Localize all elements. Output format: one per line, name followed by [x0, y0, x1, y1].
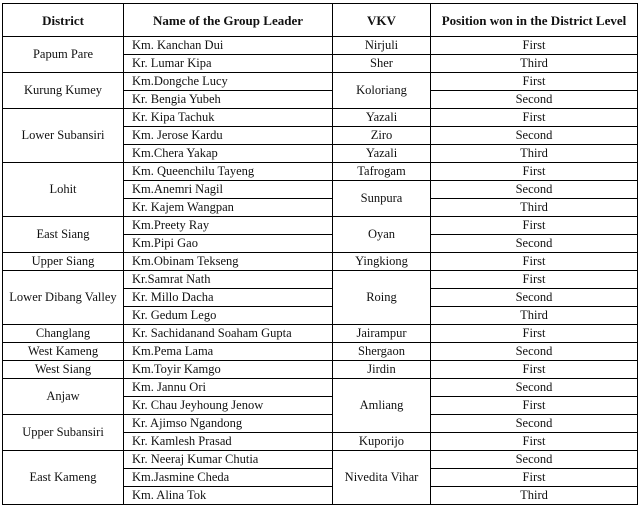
- position-cell: First: [431, 217, 638, 235]
- position-cell: Second: [431, 289, 638, 307]
- table-row: [3, 451, 638, 469]
- position-cell: First: [431, 397, 638, 415]
- table-row: [3, 109, 638, 127]
- group-leader-cell: Km.Anemri Nagil: [124, 181, 333, 199]
- group-leader-cell: Km.Dongche Lucy: [124, 73, 333, 91]
- vkv-cell: Yingkiong: [333, 253, 431, 271]
- vkv-cell: Nivedita Vihar: [333, 451, 431, 505]
- group-leader-cell: Km. Jannu Ori: [124, 379, 333, 397]
- table-row: [3, 379, 638, 397]
- district-cell: East Siang: [3, 217, 124, 253]
- vkv-cell: Shergaon: [333, 343, 431, 361]
- group-leader-cell: Km. Queenchilu Tayeng: [124, 163, 333, 181]
- group-leader-cell: Km.Jasmine Cheda: [124, 469, 333, 487]
- group-leader-cell: Km.Toyir Kamgo: [124, 361, 333, 379]
- position-cell: First: [431, 469, 638, 487]
- district-cell: Lower Dibang Valley: [3, 271, 124, 325]
- position-cell: Second: [431, 235, 638, 253]
- position-cell: First: [431, 271, 638, 289]
- vkv-cell: Ziro: [333, 127, 431, 145]
- district-cell: Upper Siang: [3, 253, 124, 271]
- vkv-cell: Tafrogam: [333, 163, 431, 181]
- district-cell: West Kameng: [3, 343, 124, 361]
- position-cell: Second: [431, 91, 638, 109]
- table-row: [3, 73, 638, 91]
- vkv-cell: Koloriang: [333, 73, 431, 109]
- group-leader-cell: Kr. Chau Jeyhoung Jenow: [124, 397, 333, 415]
- vkv-cell: Roing: [333, 271, 431, 325]
- header-district: District: [3, 4, 124, 37]
- table-row: [3, 37, 638, 55]
- vkv-cell: Jirdin: [333, 361, 431, 379]
- table-row: [3, 217, 638, 235]
- table-body: [3, 37, 638, 505]
- position-cell: First: [431, 325, 638, 343]
- header-vkv: VKV: [333, 4, 431, 37]
- position-cell: Third: [431, 145, 638, 163]
- position-cell: First: [431, 253, 638, 271]
- vkv-cell: Nirjuli: [333, 37, 431, 55]
- results-table: [2, 3, 638, 505]
- group-leader-cell: Km.Pema Lama: [124, 343, 333, 361]
- group-leader-cell: Kr. Ajimso Ngandong: [124, 415, 333, 433]
- position-cell: First: [431, 163, 638, 181]
- district-cell: Anjaw: [3, 379, 124, 415]
- district-cell: Lohit: [3, 163, 124, 217]
- district-cell: Lower Subansiri: [3, 109, 124, 163]
- group-leader-cell: Kr. Bengia Yubeh: [124, 91, 333, 109]
- vkv-cell: Amliang: [333, 379, 431, 433]
- position-cell: First: [431, 37, 638, 55]
- district-cell: West Siang: [3, 361, 124, 379]
- position-cell: Third: [431, 199, 638, 217]
- vkv-cell: Yazali: [333, 109, 431, 127]
- position-cell: First: [431, 433, 638, 451]
- header-position: Position won in the District Level: [431, 4, 638, 37]
- group-leader-cell: Km.Obinam Tekseng: [124, 253, 333, 271]
- position-cell: Second: [431, 127, 638, 145]
- position-cell: First: [431, 109, 638, 127]
- position-cell: Second: [431, 379, 638, 397]
- vkv-cell: Jairampur: [333, 325, 431, 343]
- group-leader-cell: Kr. Lumar Kipa: [124, 55, 333, 73]
- group-leader-cell: Kr. Gedum Lego: [124, 307, 333, 325]
- header-group-leader: Name of the Group Leader: [124, 4, 333, 37]
- vkv-cell: Oyan: [333, 217, 431, 253]
- position-cell: Second: [431, 181, 638, 199]
- group-leader-cell: Kr. Kipa Tachuk: [124, 109, 333, 127]
- header-row: [3, 4, 638, 37]
- table-row: [3, 271, 638, 289]
- district-cell: Upper Subansiri: [3, 415, 124, 451]
- position-cell: First: [431, 73, 638, 91]
- district-cell: East Kameng: [3, 451, 124, 505]
- table-row: [3, 343, 638, 361]
- position-cell: Second: [431, 415, 638, 433]
- group-leader-cell: Kr. Kamlesh Prasad: [124, 433, 333, 451]
- position-cell: Third: [431, 487, 638, 505]
- vkv-cell: Yazali: [333, 145, 431, 163]
- vkv-cell: Sunpura: [333, 181, 431, 217]
- position-cell: Second: [431, 343, 638, 361]
- table-row: [3, 361, 638, 379]
- group-leader-cell: Km.Pipi Gao: [124, 235, 333, 253]
- group-leader-cell: Kr. Sachidanand Soaham Gupta: [124, 325, 333, 343]
- group-leader-cell: Km. Jerose Kardu: [124, 127, 333, 145]
- vkv-cell: Kuporijo: [333, 433, 431, 451]
- group-leader-cell: Kr.Samrat Nath: [124, 271, 333, 289]
- position-cell: Second: [431, 451, 638, 469]
- district-cell: Changlang: [3, 325, 124, 343]
- table-row: [3, 163, 638, 181]
- group-leader-cell: Km.Chera Yakap: [124, 145, 333, 163]
- vkv-cell: Sher: [333, 55, 431, 73]
- position-cell: First: [431, 361, 638, 379]
- table-row: [3, 253, 638, 271]
- group-leader-cell: Km.Preety Ray: [124, 217, 333, 235]
- group-leader-cell: Kr. Millo Dacha: [124, 289, 333, 307]
- district-cell: Kurung Kumey: [3, 73, 124, 109]
- district-cell: Papum Pare: [3, 37, 124, 73]
- table-row: [3, 325, 638, 343]
- group-leader-cell: Km. Kanchan Dui: [124, 37, 333, 55]
- position-cell: Third: [431, 307, 638, 325]
- group-leader-cell: Km. Alina Tok: [124, 487, 333, 505]
- group-leader-cell: Kr. Neeraj Kumar Chutia: [124, 451, 333, 469]
- table-row: [3, 415, 638, 433]
- position-cell: Third: [431, 55, 638, 73]
- group-leader-cell: Kr. Kajem Wangpan: [124, 199, 333, 217]
